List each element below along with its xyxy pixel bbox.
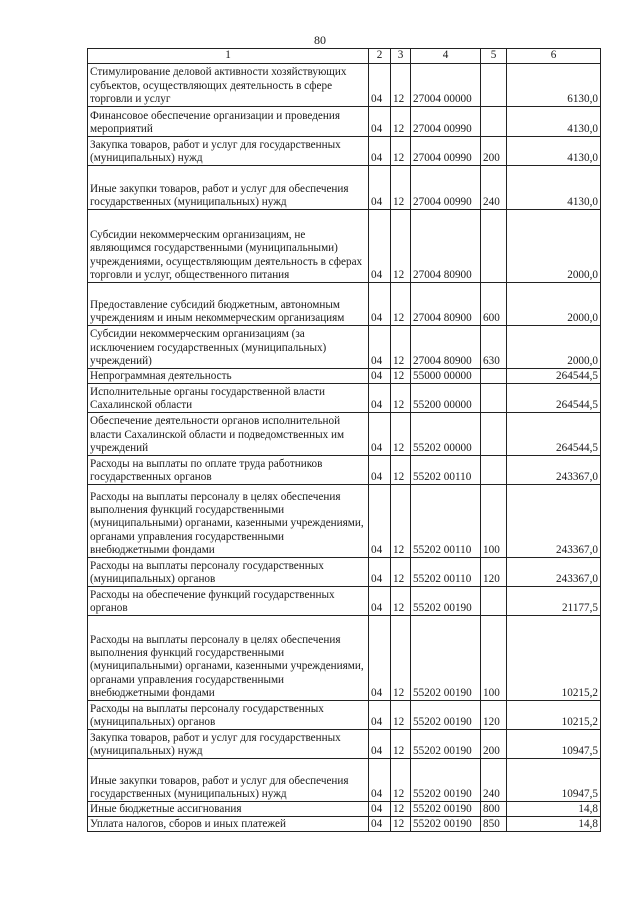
target-article-cell: 55202 00190 <box>411 587 481 616</box>
table-row <box>88 369 601 384</box>
table-row <box>88 384 601 413</box>
row-name-cell: Обеспечение деятельности органов исполнительной власти Сахалинской области и подведомственных им учреждений <box>88 413 369 456</box>
header-cell: 1 <box>88 49 369 64</box>
target-article-cell: 55202 00190 <box>411 616 481 701</box>
target-article-cell: 27004 00990 <box>411 166 481 210</box>
row-name-cell: Расходы на выплаты персоналу в целях обеспечения выполнения функций государственными (муниципальными) органами, казенными учреждениями, органами управления государственными внебюджетными фондами <box>88 616 369 701</box>
subsection-cell: 12 <box>391 616 411 701</box>
row-name-cell: Финансовое обеспечение организации и проведения мероприятий <box>88 107 369 137</box>
table-row <box>88 107 601 137</box>
table-row <box>88 558 601 587</box>
table-row <box>88 166 601 210</box>
subsection-cell: 12 <box>391 456 411 485</box>
expense-type-cell <box>481 64 507 107</box>
row-name-cell: Расходы на выплаты по оплате труда работников государственных органов <box>88 456 369 485</box>
amount-cell: 4130,0 <box>507 137 601 166</box>
expense-type-cell: 100 <box>481 616 507 701</box>
target-article-cell: 27004 80900 <box>411 283 481 326</box>
row-name-cell: Закупка товаров, работ и услуг для государственных (муниципальных) нужд <box>88 137 369 166</box>
amount-cell: 21177,5 <box>507 587 601 616</box>
subsection-cell: 12 <box>391 558 411 587</box>
row-name-cell: Непрограммная деятельность <box>88 369 369 384</box>
section-cell: 04 <box>369 558 391 587</box>
target-article-cell: 55202 00190 <box>411 701 481 730</box>
amount-cell: 10947,5 <box>507 730 601 759</box>
amount-cell: 4130,0 <box>507 166 601 210</box>
expense-type-cell: 200 <box>481 137 507 166</box>
table-body <box>88 64 601 832</box>
header-cell: 4 <box>411 49 481 64</box>
table-row <box>88 64 601 107</box>
expense-type-cell <box>481 413 507 456</box>
amount-cell: 243367,0 <box>507 558 601 587</box>
amount-cell: 2000,0 <box>507 210 601 283</box>
section-cell: 04 <box>369 384 391 413</box>
subsection-cell: 12 <box>391 759 411 802</box>
section-cell: 04 <box>369 326 391 369</box>
expense-type-cell <box>481 456 507 485</box>
section-cell: 04 <box>369 759 391 802</box>
header-cell: 6 <box>507 49 601 64</box>
expense-type-cell <box>481 587 507 616</box>
expense-type-cell: 120 <box>481 701 507 730</box>
target-article-cell: 27004 00990 <box>411 107 481 137</box>
target-article-cell: 55202 00110 <box>411 456 481 485</box>
section-cell: 04 <box>369 456 391 485</box>
subsection-cell: 12 <box>391 326 411 369</box>
target-article-cell: 55202 00190 <box>411 802 481 817</box>
expense-type-cell: 240 <box>481 759 507 802</box>
amount-cell: 10215,2 <box>507 616 601 701</box>
subsection-cell: 12 <box>391 701 411 730</box>
subsection-cell: 12 <box>391 802 411 817</box>
subsection-cell: 12 <box>391 413 411 456</box>
row-name-cell: Расходы на выплаты персоналу государственных (муниципальных) органов <box>88 701 369 730</box>
amount-cell: 243367,0 <box>507 456 601 485</box>
header-row <box>88 49 601 64</box>
row-name-cell: Закупка товаров, работ и услуг для государственных (муниципальных) нужд <box>88 730 369 759</box>
amount-cell: 264544,5 <box>507 369 601 384</box>
table-row <box>88 456 601 485</box>
amount-cell: 10947,5 <box>507 759 601 802</box>
table-row <box>88 413 601 456</box>
subsection-cell: 12 <box>391 369 411 384</box>
target-article-cell: 55202 00190 <box>411 759 481 802</box>
table-row <box>88 137 601 166</box>
table-row <box>88 759 601 802</box>
amount-cell: 2000,0 <box>507 283 601 326</box>
section-cell: 04 <box>369 701 391 730</box>
table-row <box>88 817 601 832</box>
page-number: 80 <box>314 33 326 47</box>
expense-type-cell: 240 <box>481 166 507 210</box>
row-name-cell: Уплата налогов, сборов и иных платежей <box>88 817 369 832</box>
row-name-cell: Предоставление субсидий бюджетным, автономным учреждениям и иным некоммерческим организациям <box>88 283 369 326</box>
section-cell: 04 <box>369 802 391 817</box>
subsection-cell: 12 <box>391 107 411 137</box>
amount-cell: 14,8 <box>507 817 601 832</box>
expense-type-cell: 100 <box>481 485 507 558</box>
target-article-cell: 27004 00000 <box>411 64 481 107</box>
expense-type-cell: 200 <box>481 730 507 759</box>
row-name-cell: Стимулирование деловой активности хозяйствующих субъектов, осуществляющих деятельность в сфере торговли и услуг <box>88 64 369 107</box>
expense-type-cell: 800 <box>481 802 507 817</box>
budget-table <box>87 48 601 832</box>
section-cell: 04 <box>369 210 391 283</box>
expense-type-cell: 630 <box>481 326 507 369</box>
header-cell: 3 <box>391 49 411 64</box>
row-name-cell: Иные закупки товаров, работ и услуг для обеспечения государственных (муниципальных) нужд <box>88 759 369 802</box>
table-row <box>88 730 601 759</box>
row-name-cell: Расходы на выплаты персоналу государственных (муниципальных) органов <box>88 558 369 587</box>
amount-cell: 10215,2 <box>507 701 601 730</box>
target-article-cell: 55202 00110 <box>411 485 481 558</box>
subsection-cell: 12 <box>391 137 411 166</box>
target-article-cell: 55202 00000 <box>411 413 481 456</box>
target-article-cell: 55202 00190 <box>411 817 481 832</box>
subsection-cell: 12 <box>391 485 411 558</box>
expense-type-cell: 850 <box>481 817 507 832</box>
section-cell: 04 <box>369 616 391 701</box>
expense-type-cell <box>481 369 507 384</box>
expense-type-cell: 120 <box>481 558 507 587</box>
section-cell: 04 <box>369 817 391 832</box>
target-article-cell: 55202 00110 <box>411 558 481 587</box>
section-cell: 04 <box>369 369 391 384</box>
target-article-cell: 27004 00990 <box>411 137 481 166</box>
header-cell: 5 <box>481 49 507 64</box>
section-cell: 04 <box>369 283 391 326</box>
table-row <box>88 802 601 817</box>
table-row <box>88 210 601 283</box>
row-name-cell: Расходы на обеспечение функций государственных органов <box>88 587 369 616</box>
amount-cell: 4130,0 <box>507 107 601 137</box>
section-cell: 04 <box>369 64 391 107</box>
expense-type-cell <box>481 107 507 137</box>
target-article-cell: 27004 80900 <box>411 210 481 283</box>
row-name-cell: Иные бюджетные ассигнования <box>88 802 369 817</box>
amount-cell: 264544,5 <box>507 413 601 456</box>
section-cell: 04 <box>369 107 391 137</box>
subsection-cell: 12 <box>391 166 411 210</box>
row-name-cell: Иные закупки товаров, работ и услуг для обеспечения государственных (муниципальных) нужд <box>88 166 369 210</box>
subsection-cell: 12 <box>391 210 411 283</box>
table-row <box>88 283 601 326</box>
section-cell: 04 <box>369 413 391 456</box>
subsection-cell: 12 <box>391 283 411 326</box>
section-cell: 04 <box>369 587 391 616</box>
target-article-cell: 55202 00190 <box>411 730 481 759</box>
subsection-cell: 12 <box>391 817 411 832</box>
amount-cell: 2000,0 <box>507 326 601 369</box>
table-row <box>88 326 601 369</box>
table-row <box>88 616 601 701</box>
header-cell: 2 <box>369 49 391 64</box>
row-name-cell: Субсидии некоммерческим организациям (за исключением государственных (муниципальных) учреждений) <box>88 326 369 369</box>
amount-cell: 264544,5 <box>507 384 601 413</box>
target-article-cell: 55000 00000 <box>411 369 481 384</box>
section-cell: 04 <box>369 730 391 759</box>
section-cell: 04 <box>369 166 391 210</box>
amount-cell: 14,8 <box>507 802 601 817</box>
subsection-cell: 12 <box>391 587 411 616</box>
expense-type-cell: 600 <box>481 283 507 326</box>
table-row <box>88 587 601 616</box>
section-cell: 04 <box>369 137 391 166</box>
subsection-cell: 12 <box>391 384 411 413</box>
amount-cell: 243367,0 <box>507 485 601 558</box>
table-row <box>88 701 601 730</box>
target-article-cell: 55200 00000 <box>411 384 481 413</box>
expense-type-cell <box>481 384 507 413</box>
subsection-cell: 12 <box>391 730 411 759</box>
row-name-cell: Расходы на выплаты персоналу в целях обеспечения выполнения функций государственными (муниципальными) органами, казенными учреждениями, органами управления государственными внебюджетными фондами <box>88 485 369 558</box>
amount-cell: 6130,0 <box>507 64 601 107</box>
expense-type-cell <box>481 210 507 283</box>
target-article-cell: 27004 80900 <box>411 326 481 369</box>
table-row <box>88 485 601 558</box>
subsection-cell: 12 <box>391 64 411 107</box>
row-name-cell: Исполнительные органы государственной власти Сахалинской области <box>88 384 369 413</box>
section-cell: 04 <box>369 485 391 558</box>
row-name-cell: Субсидии некоммерческим организациям, не являющимся государственными (муниципальными) учреждениями, осуществляющим деятельность в сферах торговли и услуг, общественного питания <box>88 210 369 283</box>
